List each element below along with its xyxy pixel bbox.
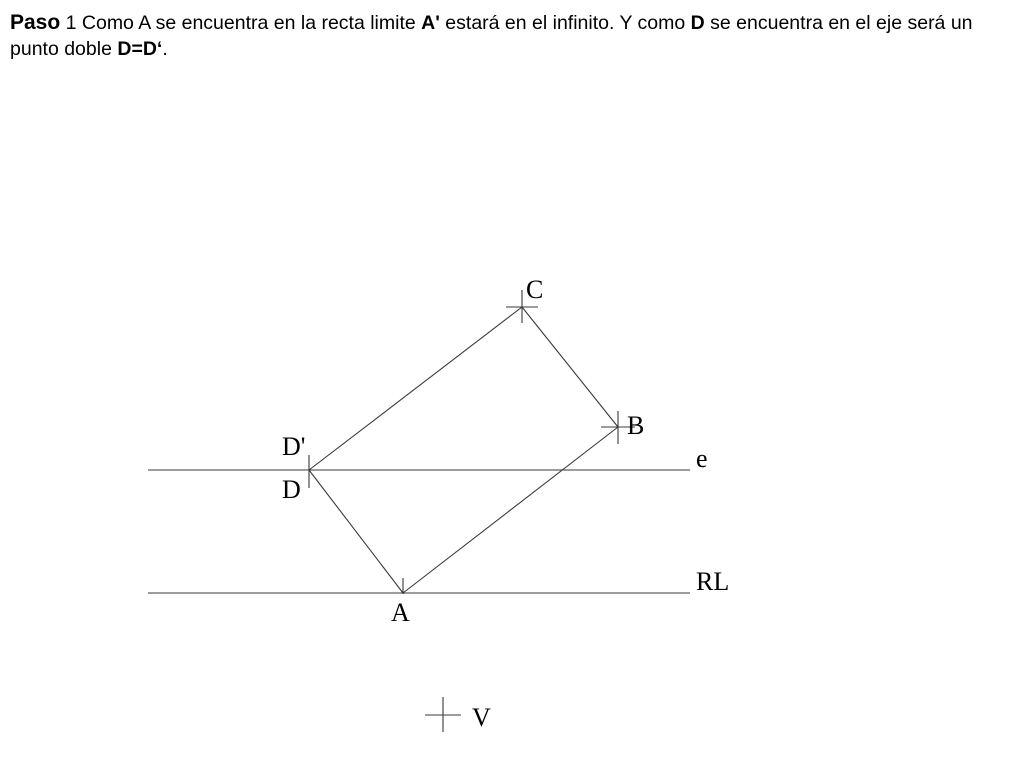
segment-b-a	[403, 427, 618, 593]
label-b: B	[627, 411, 645, 440]
caption-bold-a-prime: A'	[421, 12, 440, 34]
caption-text-4: .	[162, 38, 168, 60]
caption-text-3: se encuentra en el eje será un punto doble	[10, 12, 973, 60]
label-v: V	[472, 703, 491, 732]
label-a: A	[391, 598, 410, 627]
label-d: D	[282, 475, 301, 504]
label-rl: RL	[696, 567, 730, 596]
label-c: C	[526, 275, 544, 304]
caption-text-2: estará en el infinito. Y como	[439, 12, 691, 34]
point-marker-v	[425, 697, 461, 732]
label-e: e	[696, 444, 708, 473]
segment-a-d	[309, 470, 403, 593]
step-number: 1	[60, 12, 77, 34]
caption-text-1: Como A se encuentra en la recta limite	[76, 12, 422, 34]
segment-c-b	[522, 307, 618, 427]
caption-bold-d: D	[690, 12, 705, 34]
segment-d-c	[309, 307, 522, 470]
label-d-prime: D'	[282, 432, 306, 461]
caption-bold-d-equals-d-prime: D=D‘	[117, 38, 163, 60]
step-heading: Paso	[10, 11, 61, 34]
